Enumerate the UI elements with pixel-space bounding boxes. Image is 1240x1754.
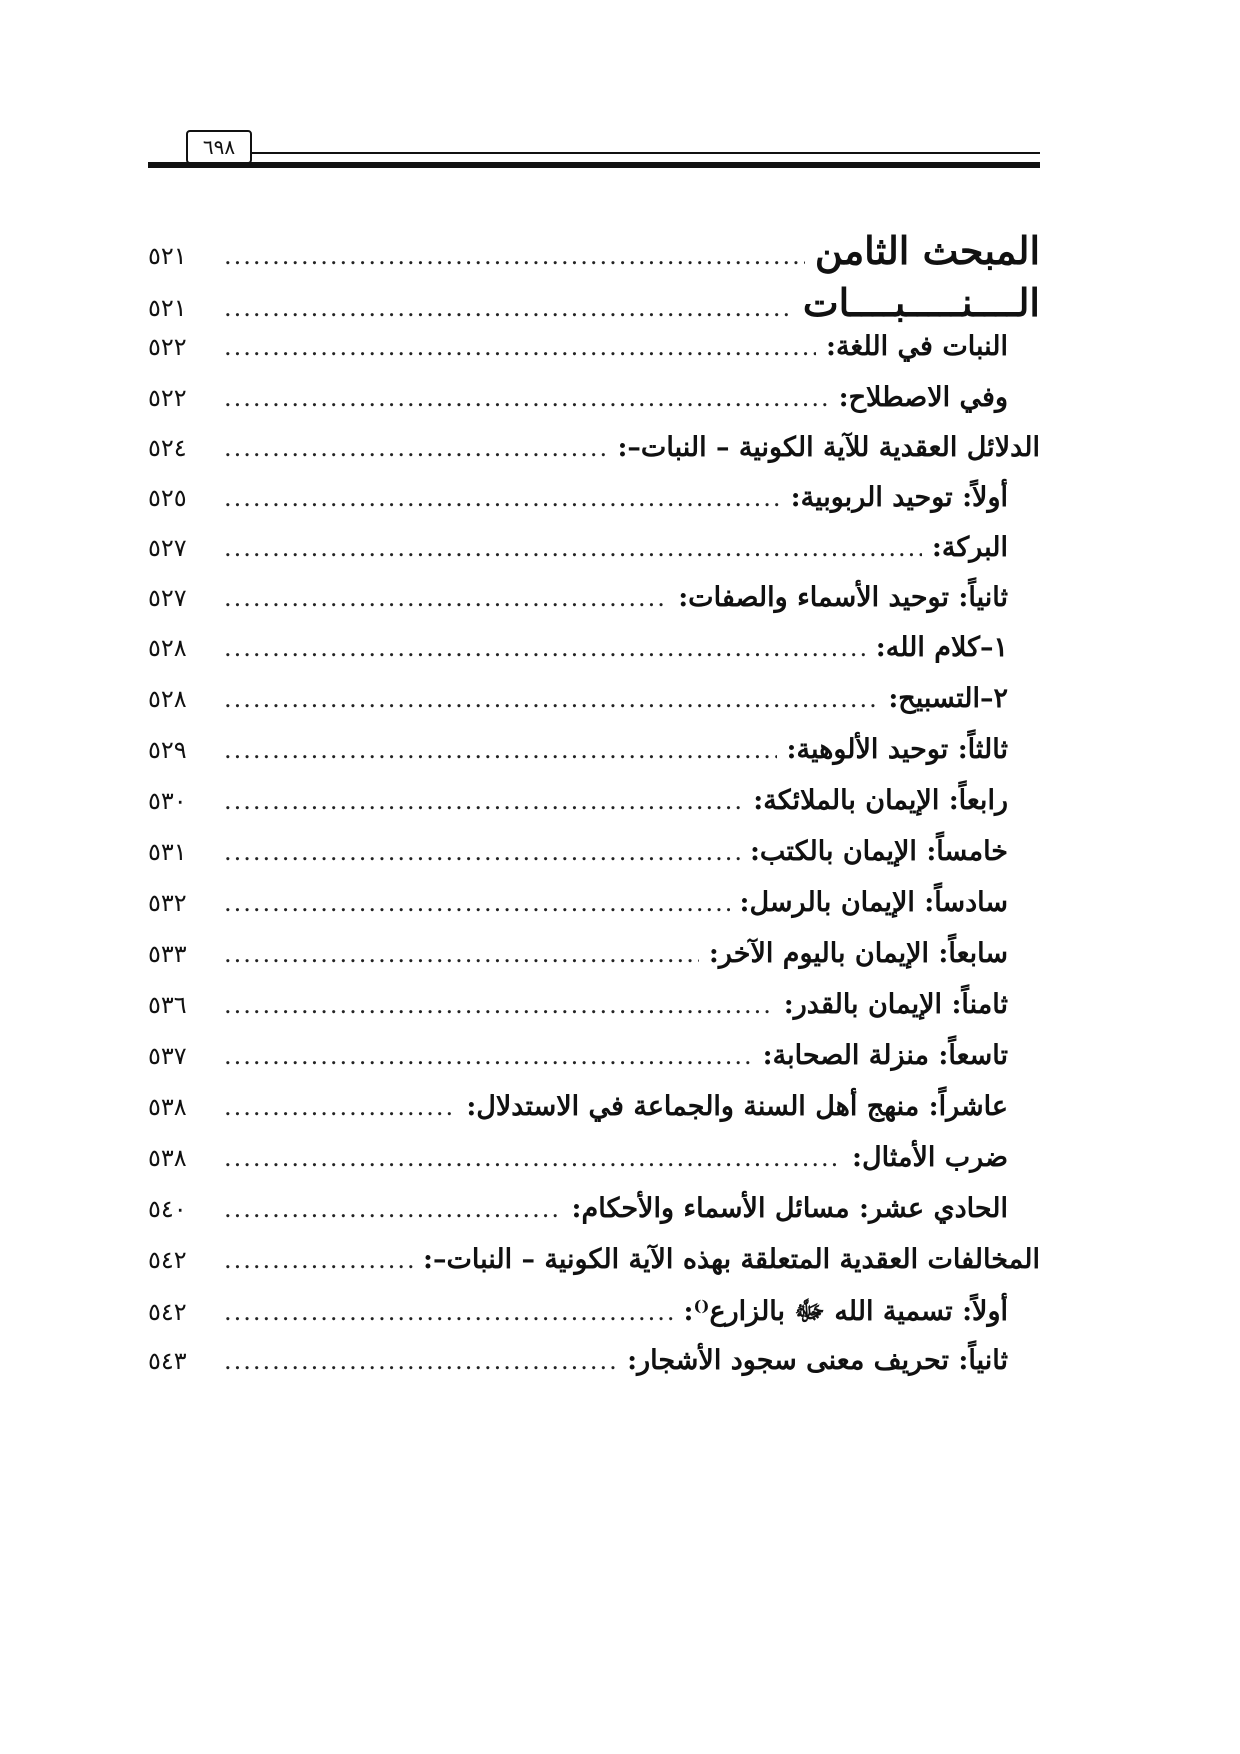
toc-entry [148,382,1040,426]
toc-leader-dots [224,1246,413,1274]
toc-entry-page: ٥٣١ [148,838,187,866]
toc-leader-dots [224,685,878,713]
toc-entry-page: ٥٢٩ [148,736,187,764]
toc-entry [148,683,1040,727]
toc-entry-title: المخالفات العقدية المتعلقة بهذه الآية الكونية – النبات–: [422,1244,1040,1275]
toc-leader-dots [224,1195,562,1223]
toc-entry-page: ٥٢٨ [148,685,187,713]
toc-entry-page: ٥٣٠ [148,787,187,815]
toc-entry-title: ثانياً: توحيد الأسماء والصفات: [678,582,1008,613]
toc-leader-dots [224,242,805,270]
toc-entry-page: ٥٢٥ [148,484,187,512]
toc-entry-title: الدلائل العقدية للآية الكونية – النبات–: [617,432,1040,463]
toc-entry [148,1142,1040,1186]
toc-leader-dots [224,1144,842,1172]
toc-entry-page: ٥٣٨ [148,1144,187,1172]
toc-entry-page: ٥٤٣ [148,1347,187,1375]
toc-entry [148,280,1040,332]
toc-leader-dots [224,584,668,612]
toc-entry-title: ١–كلام الله: [875,632,1008,663]
toc-leader-dots [224,787,743,815]
toc-entry-title: خامساً: الإيمان بالكتب: [749,836,1008,867]
toc-entry [148,1294,1040,1338]
toc-entry-title: عاشراً: منهج أهل السنة والجماعة في الاستدلال: [466,1091,1008,1122]
header-rule-thin [248,152,1040,154]
toc-entry-title: ثالثاً: توحيد الألوهية: [786,734,1008,765]
toc-entry [148,1345,1040,1389]
toc-entry-title: رابعاً: الإيمان بالملائكة: [753,785,1008,816]
toc-entry-page: ٥٣٦ [148,991,187,1019]
toc-entry [148,632,1040,676]
toc-entry [148,432,1040,476]
toc-entry-page: ٥٢١ [148,242,187,270]
toc-leader-dots [224,484,781,512]
toc-entry-title: وفي الاصطلاح: [838,382,1008,413]
toc-leader-dots [224,634,866,662]
toc-entry-title: المبحث الثامن [814,228,1040,273]
toc-leader-dots [224,384,829,412]
toc-entry-title: النبات في اللغة: [825,331,1008,362]
toc-leader-dots [224,889,730,917]
toc-entry-title: أولاً: توحيد الربوبية: [790,482,1008,513]
toc-leader-dots [224,1298,673,1326]
toc-entry [148,1091,1040,1135]
toc-leader-dots [224,434,607,462]
toc-entry-page: ٥٣٣ [148,940,187,968]
toc-entry-page: ٥٢٢ [148,384,187,412]
header-rule-thick [148,162,1040,168]
toc-entry-page: ٥٤٢ [148,1298,187,1326]
toc-leader-dots [224,1093,456,1121]
toc-leader-dots [224,294,793,322]
toc-entry-title: ثانياً: تحريف معنى سجود الأشجار: [627,1345,1008,1376]
toc-entry [148,482,1040,526]
toc-leader-dots [224,991,774,1019]
toc-entry-page: ٥٢٤ [148,434,187,462]
toc-entry-page: ٥٢٧ [148,534,187,562]
toc-entry [148,1193,1040,1237]
toc-leader-dots [224,1347,617,1375]
toc-entry [148,228,1040,280]
toc-entry [148,836,1040,880]
toc-leader-dots [224,1042,753,1070]
toc-entry-title: تاسعاً: منزلة الصحابة: [762,1040,1008,1071]
toc-leader-dots [224,838,740,866]
toc-entry-page: ٥٢٨ [148,634,187,662]
toc-entry-title: البركة: [931,532,1008,563]
toc-entry [148,989,1040,1033]
toc-entry [148,582,1040,626]
toc-leader-dots [224,534,922,562]
toc-entry-page: ٥٢٧ [148,584,187,612]
toc-entry [148,887,1040,931]
toc-entry-title: سابعاً: الإيمان باليوم الآخر: [708,938,1008,969]
toc-entry-title: الــــنـــــبــــات [802,280,1040,325]
toc-entry [148,734,1040,778]
page-header [148,122,1040,172]
toc-entry-title: سادساً: الإيمان بالرسل: [739,887,1008,918]
toc-entry-page: ٥٣٨ [148,1093,187,1121]
toc-entry [148,532,1040,576]
page-number: ٦٩٨ [186,130,252,164]
toc-entry-title: ٢–التسبيح: [888,683,1008,714]
toc-entry-page: ٥٣٧ [148,1042,187,1070]
toc-entry-page: ٥٢٢ [148,333,187,361]
toc-entry-title: الحادي عشر: مسائل الأسماء والأحكام: [571,1193,1008,1224]
toc-leader-dots [224,736,777,764]
toc-entry-page: ٥٤٢ [148,1246,187,1274]
toc-entry [148,938,1040,982]
toc-entry-page: ٥٤٠ [148,1195,187,1223]
toc-entry-title: أولاً: تسمية الله ﷻ بالزارع⁽⁾: [683,1296,1008,1327]
toc-entry [148,1244,1040,1288]
toc-entry-page: ٥٢١ [148,294,187,322]
toc-leader-dots [224,333,816,361]
toc-entry-title: ضرب الأمثال: [852,1142,1008,1173]
toc-entry [148,331,1040,375]
toc-entry [148,785,1040,829]
toc-leader-dots [224,940,699,968]
toc-entry-title: ثامناً: الإيمان بالقدر: [783,989,1008,1020]
toc-entry [148,1040,1040,1084]
toc-entry-page: ٥٣٢ [148,889,187,917]
